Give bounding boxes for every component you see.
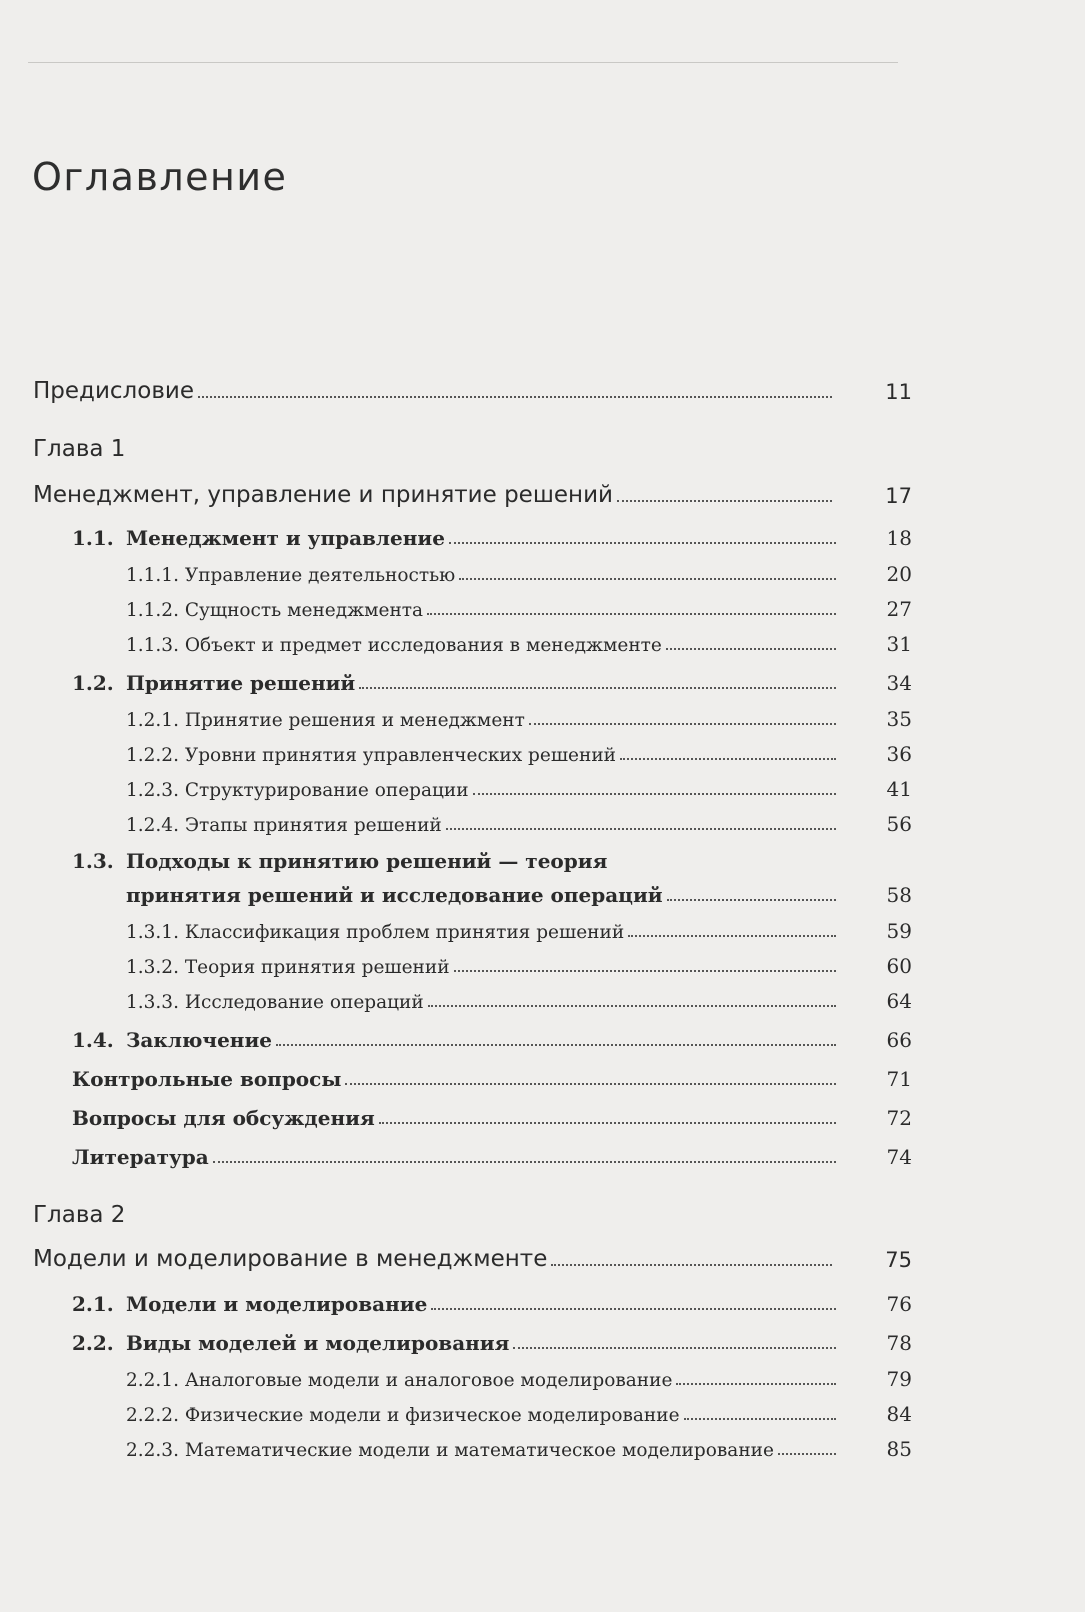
dot-leader	[427, 613, 836, 615]
toc-entry-label: Управление деятельностью	[184, 565, 456, 586]
toc-page-number: 72	[886, 1106, 912, 1130]
toc-page-number: 58	[886, 883, 912, 907]
dot-leader	[446, 828, 836, 830]
toc-entry-subsection[interactable]	[126, 738, 912, 766]
toc-page-number: 34	[886, 671, 912, 695]
toc-entry-preface[interactable]	[33, 372, 912, 404]
chapter-2-label: Глава 2	[33, 1202, 126, 1228]
toc-entry-section[interactable]	[72, 1022, 912, 1052]
toc-page-number: 76	[886, 1292, 912, 1316]
dot-leader	[276, 1044, 836, 1046]
toc-page-number: 56	[886, 812, 912, 836]
dot-leader	[454, 970, 836, 972]
dot-leader	[778, 1453, 836, 1455]
dot-leader	[459, 578, 836, 580]
toc-entry-label: Менеджмент и управление	[126, 526, 445, 550]
subsection-number: 1.2.2.	[126, 745, 179, 766]
toc-page-number: 64	[886, 989, 912, 1013]
dot-leader	[198, 396, 832, 398]
section-number: 1.3.	[72, 849, 114, 873]
toc-entry-label: Контрольные вопросы	[72, 1067, 342, 1091]
dot-leader	[473, 793, 836, 795]
toc-entry-label: Принятие решения и менеджмент	[184, 710, 525, 731]
toc-entry-label: Аналоговые модели и аналоговое моделирование	[184, 1370, 673, 1391]
dot-leader	[345, 1083, 836, 1085]
toc-page-number: 71	[886, 1067, 912, 1091]
toc-entry-label: Этапы принятия решений	[184, 815, 442, 836]
subsection-number: 1.2.1.	[126, 710, 179, 731]
toc-entry-subsection[interactable]	[126, 773, 912, 801]
toc-entry-section[interactable]	[72, 1325, 912, 1355]
subsection-number: 2.2.3.	[126, 1440, 179, 1461]
toc-entry-review-questions[interactable]	[72, 1061, 912, 1091]
toc-entry-subsection[interactable]	[126, 558, 912, 586]
subsection-number: 1.2.3.	[126, 780, 179, 801]
subsection-number: 1.3.1.	[126, 922, 179, 943]
section-number: 1.1.	[72, 526, 114, 550]
toc-entry-subsection[interactable]	[126, 915, 912, 943]
dot-leader	[513, 1347, 836, 1349]
toc-page-number: 20	[886, 562, 912, 586]
subsection-number: 2.2.2.	[126, 1405, 179, 1426]
toc-page-number: 74	[886, 1145, 912, 1169]
toc-entry-label: Математические модели и математическое моделирование	[184, 1440, 774, 1461]
toc-entry-label: Виды моделей и моделирования	[126, 1331, 510, 1355]
toc-page-number: 27	[886, 597, 912, 621]
toc-entry-subsection[interactable]	[126, 985, 912, 1013]
dot-leader	[620, 758, 836, 760]
toc-page-number: 35	[886, 707, 912, 731]
subsection-number: 2.2.1.	[126, 1370, 179, 1391]
toc-page-number: 18	[886, 526, 912, 550]
toc-entry-subsection[interactable]	[126, 808, 912, 836]
section-number: 1.4.	[72, 1028, 114, 1052]
toc-page-number: 17	[885, 484, 912, 508]
dot-leader	[684, 1418, 836, 1420]
dot-leader	[213, 1161, 836, 1163]
toc-page-number: 59	[886, 919, 912, 943]
subsection-number: 1.3.2.	[126, 957, 179, 978]
toc-entry-subsection[interactable]	[126, 1433, 912, 1461]
toc-entry-label: Заключение	[126, 1028, 272, 1052]
dot-leader	[667, 899, 836, 901]
dot-leader	[431, 1308, 836, 1310]
toc-page-number: 78	[886, 1331, 912, 1355]
toc-entry-subsection[interactable]	[126, 628, 912, 656]
section-number: 2.2.	[72, 1331, 114, 1355]
subsection-number: 1.1.2.	[126, 600, 179, 621]
toc-page-number: 60	[886, 954, 912, 978]
toc-entry-label: Исследование операций	[184, 992, 424, 1013]
toc-page-number: 84	[886, 1402, 912, 1426]
toc-entry-label: Принятие решений	[126, 671, 356, 695]
toc-page-number: 36	[886, 742, 912, 766]
subsection-number: 1.1.3.	[126, 635, 179, 656]
toc-page-number: 31	[886, 632, 912, 656]
toc-entry-subsection[interactable]	[126, 950, 912, 978]
toc-page-number: 75	[885, 1248, 912, 1272]
dot-leader	[666, 648, 836, 650]
toc-entry-section[interactable]	[72, 1286, 912, 1316]
toc-entry-subsection[interactable]	[126, 703, 912, 731]
toc-entry-label: Уровни принятия управленческих решений	[184, 745, 616, 766]
toc-entry-label: Структурирование операции	[184, 780, 469, 801]
toc-entry-label-line2: принятия решений и исследование операций	[126, 883, 663, 907]
toc-entry-chapter-1[interactable]	[33, 476, 912, 508]
toc-entry-label: Модели и моделирование	[126, 1292, 428, 1316]
dot-leader	[449, 542, 836, 544]
toc-entry-label: Литература	[72, 1145, 209, 1169]
toc-page-number: 66	[886, 1028, 912, 1052]
dot-leader	[379, 1122, 836, 1124]
toc-entry-section[interactable]	[72, 520, 912, 550]
toc-entry-label: Классификация проблем принятия решений	[184, 922, 625, 943]
toc-entry-label: Физические модели и физическое моделирование	[184, 1405, 680, 1426]
dot-leader	[551, 1264, 832, 1266]
section-number: 2.1.	[72, 1292, 114, 1316]
dot-leader	[359, 687, 836, 689]
subsection-number: 1.1.1.	[126, 565, 179, 586]
toc-entry-label-line1: Подходы к принятию решений — теория	[126, 849, 608, 873]
dot-leader	[428, 1005, 836, 1007]
dot-leader	[617, 500, 832, 502]
toc-entry-discussion-questions[interactable]	[72, 1100, 912, 1130]
toc-entry-chapter-2[interactable]	[33, 1240, 912, 1272]
page-title: Оглавление	[32, 155, 288, 199]
dot-leader	[628, 935, 836, 937]
toc-entry-subsection[interactable]	[126, 593, 912, 621]
toc-entry-label: Теория принятия решений	[184, 957, 450, 978]
toc-entry-label: Объект и предмет исследования в менеджменте	[184, 635, 662, 656]
toc-page-number: 79	[886, 1367, 912, 1391]
toc-page-number: 41	[886, 777, 912, 801]
toc-entry-references[interactable]	[72, 1139, 912, 1169]
dot-leader	[676, 1383, 836, 1385]
toc-page-number: 85	[886, 1437, 912, 1461]
section-number: 1.2.	[72, 671, 114, 695]
subsection-number: 1.2.4.	[126, 815, 179, 836]
toc-entry-section-multiline[interactable]	[72, 846, 607, 877]
toc-entry-label: Вопросы для обсуждения	[72, 1106, 375, 1130]
subsection-number: 1.3.3.	[126, 992, 179, 1013]
toc-entry-subsection[interactable]	[126, 1398, 912, 1426]
dot-leader	[529, 723, 836, 725]
chapter-1-label: Глава 1	[33, 436, 126, 462]
header-rule	[28, 62, 898, 63]
toc-entry-section[interactable]	[72, 665, 912, 695]
toc-entry-section-continuation[interactable]	[126, 877, 912, 907]
toc-entry-label: Менеджмент, управление и принятие решений	[33, 482, 613, 508]
toc-entry-label: Сущность менеджмента	[184, 600, 424, 621]
toc-entry-label: Предисловие	[33, 378, 194, 404]
toc-entry-subsection[interactable]	[126, 1363, 912, 1391]
toc-entry-label: Модели и моделирование в менеджменте	[33, 1246, 548, 1272]
toc-page-number: 11	[885, 380, 912, 404]
